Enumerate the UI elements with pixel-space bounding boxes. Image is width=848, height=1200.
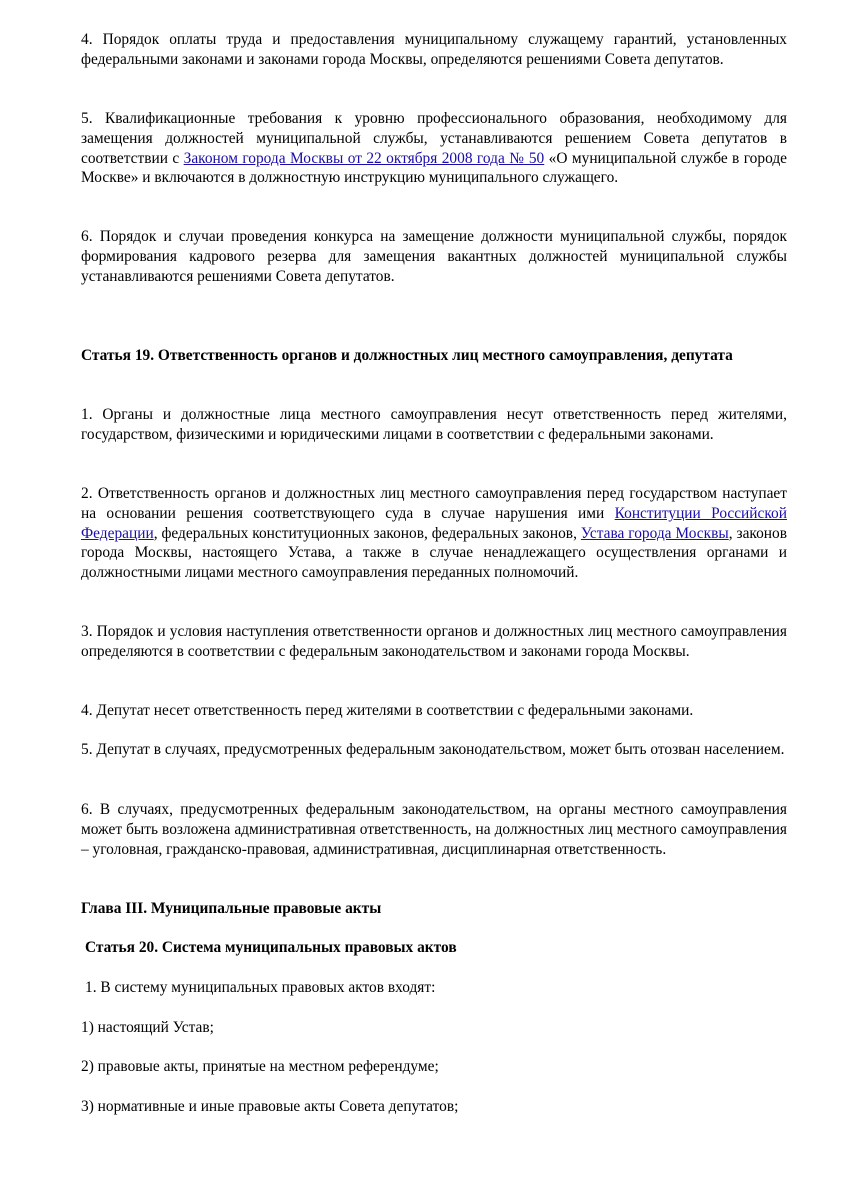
article-19-paragraph-5: 5. Депутат в случаях, предусмотренных федеральным законодательством, может быть отозван населением. [81, 741, 785, 758]
list-item-1: 1) настоящий Устав; [81, 1019, 214, 1036]
article-19-paragraph-4: 4. Депутат несет ответственность перед жителями в соответствии с федеральными законами. [81, 702, 694, 719]
chapter-3-title: Глава III. Муниципальные правовые акты [81, 900, 382, 917]
paragraph-5 [81, 109, 787, 188]
paragraph-4: 4. Порядок оплаты труда и предоставления муниципальному служащему гарантий, установленных федеральными законами и законами города Москвы, определяются решениями Совета депутатов. [81, 31, 787, 68]
article-19-paragraph-2-text-2: , федеральных конституционных законов, федеральных законов, [153, 524, 581, 542]
moscow-charter-link[interactable]: Устава города Москвы [580, 524, 729, 542]
article-19-paragraph-3: 3. Порядок и условия наступления ответственности органов и должностных лиц местного самоуправления определяются в соответствии с федеральным законодательством и законами города Москвы. [81, 623, 787, 660]
article-19-paragraph-2-text-1: 2. Ответственность органов и должностных лиц местного самоуправления перед государством наступает на основании решения соответствующего суда в случае нарушения ими [81, 485, 787, 522]
article-19-title: Статья 19. Ответственность органов и должностных лиц местного самоуправления, депутата [81, 347, 733, 364]
list-item-3: 3) нормативные и иные правовые акты Совета депутатов; [81, 1098, 459, 1115]
paragraph-5-text-before: 5. Квалификационные требования к уровню профессионального образования, необходимому для замещения должностей муниципальной службы, устанавливаются решением Совета депутатов в соответствии с [81, 110, 787, 167]
article-19-paragraph-1: 1. Органы и должностные лица местного самоуправления несут ответственность перед жителями, государством, физическими и юридическими лицами в соответствии с федеральными законами. [81, 406, 787, 443]
paragraph-6: 6. Порядок и случаи проведения конкурса на замещение должности муниципальной службы, порядок формирования кадрового резерва для замещения вакантных должностей муниципальной службы устанавливаются решениями Совета депутатов. [81, 228, 787, 285]
article-20-title: Статья 20. Система муниципальных правовых актов [85, 939, 457, 956]
article-19-paragraph-6: 6. В случаях, предусмотренных федеральным законодательством, на органы местного самоуправления может быть возложена административная ответственность, на должностных лиц местного самоуправления – уголовная, гражданско-правовая, административная, дисциплинарная ответственность. [81, 801, 787, 858]
article-19-paragraph-2-text-3: , законов города Москвы, настоящего Устава, а также в случае ненадлежащего осуществления органами и должностными лицами местного самоуправления переданных полномочий. [81, 524, 787, 582]
paragraph-5-text-after: «О муниципальной службе в городе Москве» и включаются в должностную инструкцию муниципального служащего. [81, 149, 787, 187]
article-20-paragraph-1: 1. В систему муниципальных правовых актов входят: [85, 979, 436, 996]
article-19-paragraph-2 [81, 484, 787, 583]
constitution-link[interactable]: Конституции Российской Федерации [81, 504, 787, 542]
list-item-2: 2) правовые акты, принятые на местном референдуме; [81, 1058, 439, 1075]
moscow-law-link[interactable]: Законом города Москвы от 22 октября 2008 года № 50 [183, 149, 545, 167]
